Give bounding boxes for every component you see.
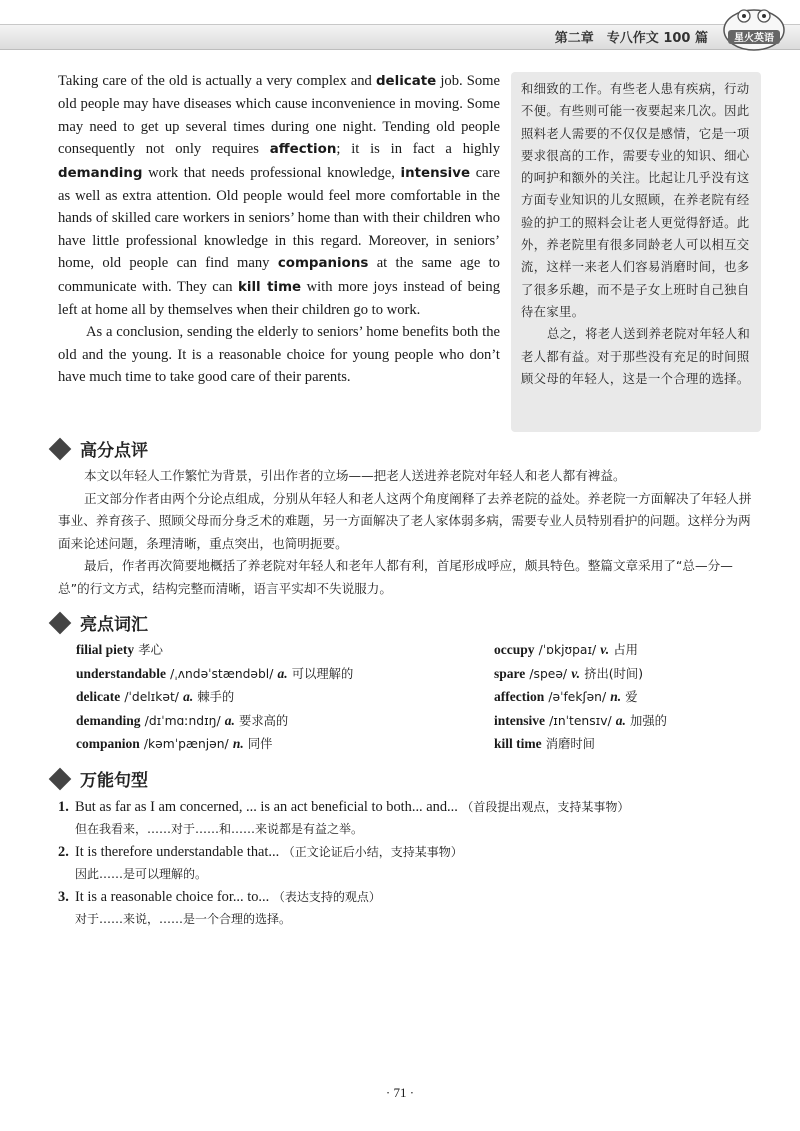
- essay-text-run: job. Some old people may have diseases which cause inconvenience in moving. Some may need to get up several times during one night. Tending old people consequently not only requires: [58, 73, 500, 158]
- sentence-item: [58, 887, 758, 930]
- sentence-number: 3.: [58, 889, 69, 905]
- essay-text-run: Taking care of the old is actually a very complex and: [58, 73, 376, 89]
- sentence-usage-note: （首段提出观点，支持某事物）: [461, 800, 630, 814]
- essay-text-run: ; it is in fact a highly: [336, 141, 500, 158]
- diamond-bullet-icon: [49, 767, 72, 790]
- vocab-pos: n.: [610, 689, 622, 705]
- sentence-item: [58, 797, 758, 840]
- key-vocab-word: delicate: [375, 74, 437, 89]
- vocab-pos: v.: [571, 665, 581, 681]
- vocab-meaning: 可以理解的: [291, 666, 354, 681]
- key-vocab-word: companions: [277, 256, 369, 272]
- review-paragraph: 最后，作者再次简要地概括了养老院对年轻人和老年人都有利，首尾形成呼应，颇具特色。整篇文章采用了“总—分—总”的行文方式，结构完整而清晰，语言平实却不失说服力。: [58, 558, 733, 596]
- vocab-phon: /dɪˈmɑːndɪŋ/: [144, 713, 221, 728]
- essay-paragraph-1: [58, 70, 500, 321]
- vocab-word: filial piety: [76, 642, 135, 657]
- vocab-meaning: 占用: [613, 643, 638, 657]
- translation-box: [511, 72, 761, 432]
- sentence-chinese: 对于……来说，……是一个合理的选择。: [75, 912, 292, 926]
- sentence-chinese: 因此……是可以理解的。: [75, 867, 208, 881]
- essay-text: [58, 70, 500, 389]
- sentence-english: It is therefore understandable that...: [75, 844, 283, 860]
- page-number: · 71 ·: [385, 1085, 415, 1100]
- vocab-meaning: 棘手的: [197, 690, 235, 705]
- sentence-number: 1.: [58, 799, 69, 815]
- translation-paragraph-1: 和细致的工作。有些老人患有疾病，行动不便。有些则可能一夜要起来几次。因此照料老人需要的不仅仅是感情，它是一项要求很高的工作，需要专业的知识、细心的呵护和额外的关注。比起让几乎没有这方面专业知识的儿女照顾，在养老院有经验的护工的照料会让老人更觉得舒适。此外，养老院里有很多同龄老人可以相互交流，这样一来老人们容易消磨时间，也多了很多乐趣，而不是子女上班时自己独自待在家里。: [521, 82, 750, 319]
- diamond-bullet-icon: [49, 437, 72, 460]
- essay-text-run: work that needs professional knowledge,: [142, 164, 401, 181]
- essay-text-run: with more joys instead of being left at home all by themselves when their children go to work.: [58, 278, 500, 319]
- sentence-pattern: [58, 842, 758, 863]
- review-paragraph: 正文部分作者由两个分论点组成，分别从年轻人和老人这两个角度阐释了去养老院的益处。养老院一方面解决了年轻人拼事业、养育孩子、照顾父母而分身乏术的难题，另一方面解决了老人家体弱多病，需要专业人员特别看护的问题。这样分为两面来论述问题，条理清晰，重点突出，也简明扼要。: [58, 490, 752, 551]
- key-vocab-word: kill time: [237, 279, 302, 295]
- vocab-entry: [494, 639, 667, 663]
- vocab-phon: /kəmˈpænjən/: [143, 737, 229, 752]
- vocab-entry: [76, 710, 353, 734]
- vocab-meaning: 挤出(时间): [584, 666, 643, 681]
- vocab-word: occupy: [494, 642, 535, 657]
- vocab-entry: [76, 663, 353, 687]
- vocab-meaning: 同伴: [247, 737, 273, 752]
- review-heading: [50, 436, 148, 461]
- vocab-pos: a.: [224, 712, 235, 728]
- vocab-title: 亮点词汇: [80, 615, 148, 635]
- sentence-english: It is a reasonable choice for... to...: [75, 889, 273, 905]
- vocab-phon: /ˈdelɪkət/: [124, 690, 179, 705]
- vocab-word: understandable: [76, 665, 167, 681]
- essay-text-run: care as well as extra attention. Old people would feel more comfortable in the hands of skilled care workers in seniors’ home than with their children who have little professional knowledge in this regard. Moreover, in seniors’ home, old people can find many: [58, 164, 500, 272]
- vocab-entry: [76, 686, 353, 710]
- sentence-english: But as far as I am concerned, ... is an act beneficial to both... and...: [75, 799, 462, 815]
- vocab-entry: [494, 733, 667, 757]
- translation-paragraph-2: 总之，将老人送到养老院对年轻人和老人都有益。对于那些没有充足的时间照顾父母的年轻人，这是一个合理的选择。: [521, 327, 751, 386]
- vocab-meaning: 消磨时间: [545, 737, 595, 752]
- sentence-chinese: 但在我看来，……对于……和……来说都是有益之举。: [75, 822, 364, 836]
- sentence-usage-note: （正文论证后小结，支持某事物）: [282, 845, 463, 859]
- vocab-entry: [494, 686, 667, 710]
- key-vocab-word: demanding: [58, 165, 143, 181]
- vocab-word: intensive: [494, 712, 546, 728]
- vocab-word: delicate: [76, 689, 121, 705]
- sentence-list: [58, 797, 758, 932]
- chapter-title: 第二章 专八作文 100 篇: [554, 31, 708, 46]
- vocab-meaning: 加强的: [630, 713, 667, 728]
- vocab-meaning: 爱: [625, 690, 638, 705]
- vocab-pos: a.: [277, 665, 288, 681]
- spark-english-logo-icon: [722, 4, 786, 52]
- vocab-word: kill time: [494, 736, 542, 752]
- vocab-column-right: [494, 639, 667, 757]
- vocab-entry: [76, 639, 353, 663]
- vocab-phon: /ˈɒkjʊpaɪ/: [538, 643, 597, 657]
- vocab-meaning: 要求高的: [239, 713, 289, 728]
- vocab-word: companion: [76, 736, 140, 752]
- diamond-bullet-icon: [49, 611, 72, 634]
- vocab-column-left: [76, 639, 353, 757]
- vocab-meaning: 孝心: [138, 643, 163, 657]
- key-vocab-word: affection: [269, 142, 337, 158]
- vocab-entry: [76, 733, 353, 757]
- vocab-entry: [494, 663, 667, 687]
- sentence-item: [58, 842, 758, 885]
- sentence-usage-note: （表达支持的观点）: [272, 890, 381, 904]
- vocab-entry: [494, 710, 667, 734]
- vocab-phon: /ɪnˈtensɪv/: [549, 713, 612, 728]
- vocab-phon: /ˌʌndəˈstændəbl/: [170, 666, 274, 681]
- sentence-pattern: [58, 797, 758, 818]
- review-text: [58, 465, 758, 600]
- vocab-pos: n.: [232, 736, 244, 752]
- review-title: 高分点评: [80, 441, 148, 461]
- vocab-word: affection: [494, 689, 545, 705]
- vocab-pos: a.: [615, 712, 626, 728]
- sentences-heading: [50, 766, 148, 791]
- vocab-word: spare: [494, 665, 526, 681]
- sentence-pattern: [58, 887, 758, 908]
- essay-text-run: at the same age to communicate with. They can: [58, 255, 500, 295]
- vocab-heading: [50, 610, 148, 635]
- logo-text: 星火英语: [734, 33, 774, 44]
- vocab-phon: /speə/: [529, 666, 568, 681]
- vocab-word: demanding: [76, 712, 141, 728]
- essay-paragraph-2: As a conclusion, sending the elderly to seniors’ home benefits both the old and the young. It is a reasonable choice for young people who don’t have much time to take good care of their parents.: [58, 324, 500, 386]
- vocab-phon: /əˈfekʃən/: [548, 690, 607, 705]
- sentence-number: 2.: [58, 844, 69, 860]
- key-vocab-word: intensive: [400, 165, 471, 181]
- review-paragraph: 本文以年轻人工作繁忙为背景，引出作者的立场——把老人送进养老院对年轻人和老人都有裨益。: [84, 468, 626, 483]
- vocab-pos: v.: [600, 642, 610, 657]
- vocab-pos: a.: [183, 689, 194, 705]
- sentences-title: 万能句型: [80, 771, 148, 791]
